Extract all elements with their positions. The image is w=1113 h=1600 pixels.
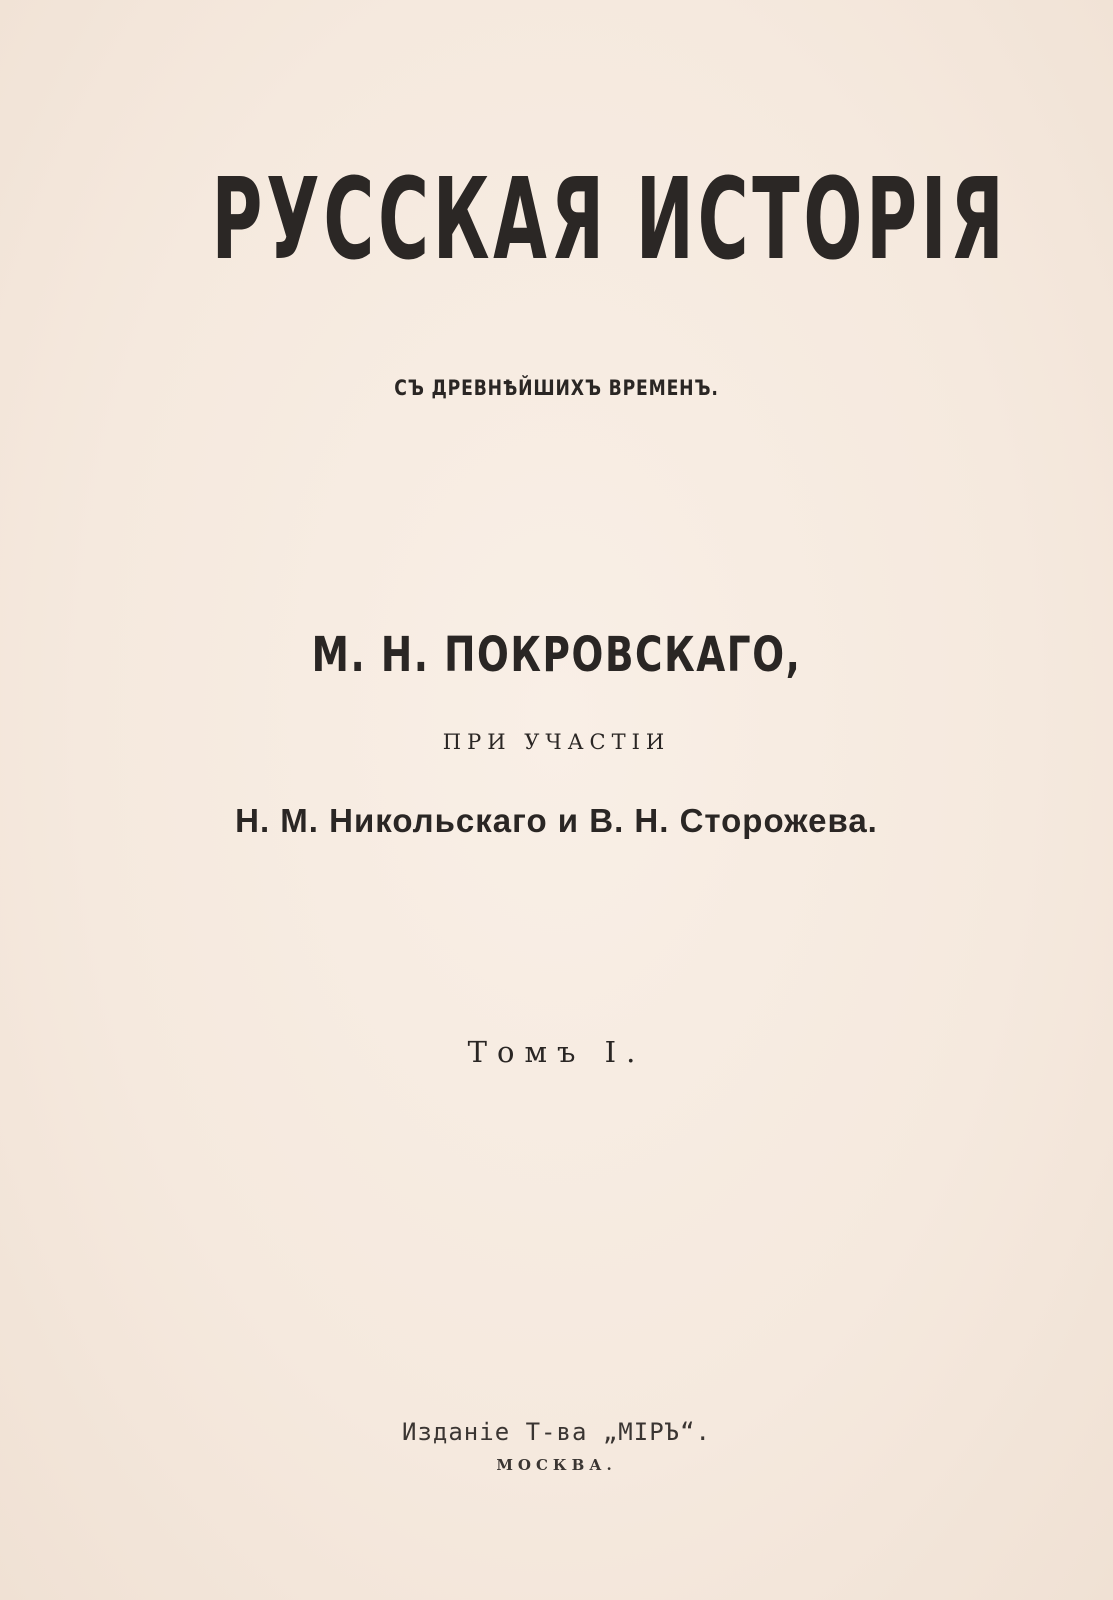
book-title: РУССКАЯ ИСТОРІЯ <box>211 155 1008 285</box>
volume-number: Томъ I. <box>467 1035 646 1069</box>
coauthor-names: Н. М. Никольскаго и В. Н. Сторожева. <box>235 802 878 839</box>
publisher-line: Изданіе Т-ва „МІРЪ“. <box>402 1418 711 1446</box>
participation-label: ПРИ УЧАСТІИ <box>442 730 671 754</box>
author-name: М. Н. ПОКРОВСКАГО, <box>311 627 802 683</box>
book-subtitle: СЪ ДРЕВНѢЙШИХЪ ВРЕМЕНЪ. <box>394 376 719 400</box>
publication-city: МОСКВА. <box>496 1456 617 1474</box>
